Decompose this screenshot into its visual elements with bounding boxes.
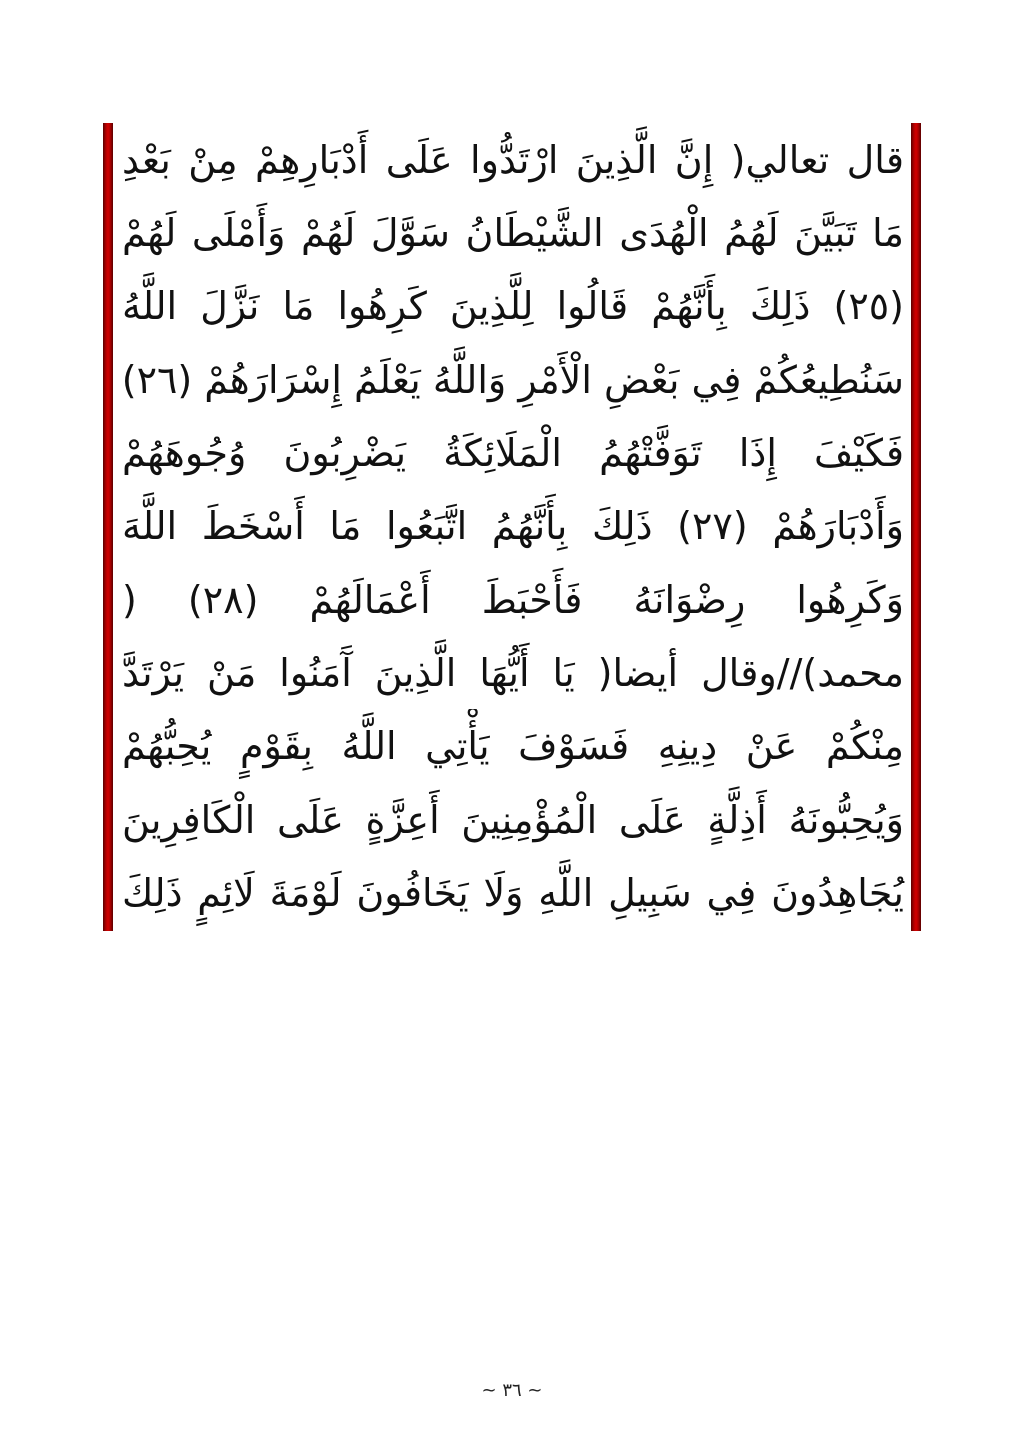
right-border-bar [911,123,921,931]
text-line-8: محمد)//وقال أيضا( يَا أَيُّهَا الَّذِينَ آَمَنُوا مَنْ يَرْتَدَّ [122,651,904,695]
text-line-9: مِنْكُمْ عَنْ دِينِهِ فَسَوْفَ يَأْتِي اللَّهُ بِقَوْمٍ يُحِبُّهُمْ [122,724,904,768]
text-line-10: وَيُحِبُّونَهُ أَذِلَّةٍ عَلَى الْمُؤْمِنِينَ أَعِزَّةٍ عَلَى الْكَافِرِينَ [122,798,904,842]
text-line-4: سَنُطِيعُكُمْ فِي بَعْضِ الْأَمْرِ وَاللَّهُ يَعْلَمُ إِسْرَارَهُمْ (٢٦) [121,358,904,402]
page-number: ~ ٣٦ ~ [481,1380,543,1401]
text-line-1: قال تعالي( إِنَّ الَّذِينَ ارْتَدُّوا عَلَى أَدْبَارِهِمْ مِنْ بَعْدِ [122,138,904,182]
text-line-6: وَأَدْبَارَهُمْ (٢٧) ذَلِكَ بِأَنَّهُمُ اتَّبَعُوا مَا أَسْخَطَ اللَّهَ [122,504,904,548]
text-block [118,123,908,931]
text-line-7: وَكَرِهُوا رِضْوَانَهُ فَأَحْبَطَ أَعْمَالَهُمْ (٢٨) ( [122,578,905,622]
text-line-5: فَكَيْفَ إِذَا تَوَفَّتْهُمُ الْمَلَائِكَةُ يَضْرِبُونَ وُجُوهَهُمْ [122,431,904,475]
text-line-2: مَا تَبَيَّنَ لَهُمُ الْهُدَى الشَّيْطَانُ سَوَّلَ لَهُمْ وَأَمْلَى لَهُمْ [122,211,904,255]
text-line-3: (٢٥) ذَلِكَ بِأَنَّهُمْ قَالُوا لِلَّذِينَ كَرِهُوا مَا نَزَّلَ اللَّهُ [122,284,904,328]
left-border-bar [103,123,113,931]
text-line-11: يُجَاهِدُونَ فِي سَبِيلِ اللَّهِ وَلَا يَخَافُونَ لَوْمَةَ لَائِمٍ ذَلِكَ [122,871,904,915]
